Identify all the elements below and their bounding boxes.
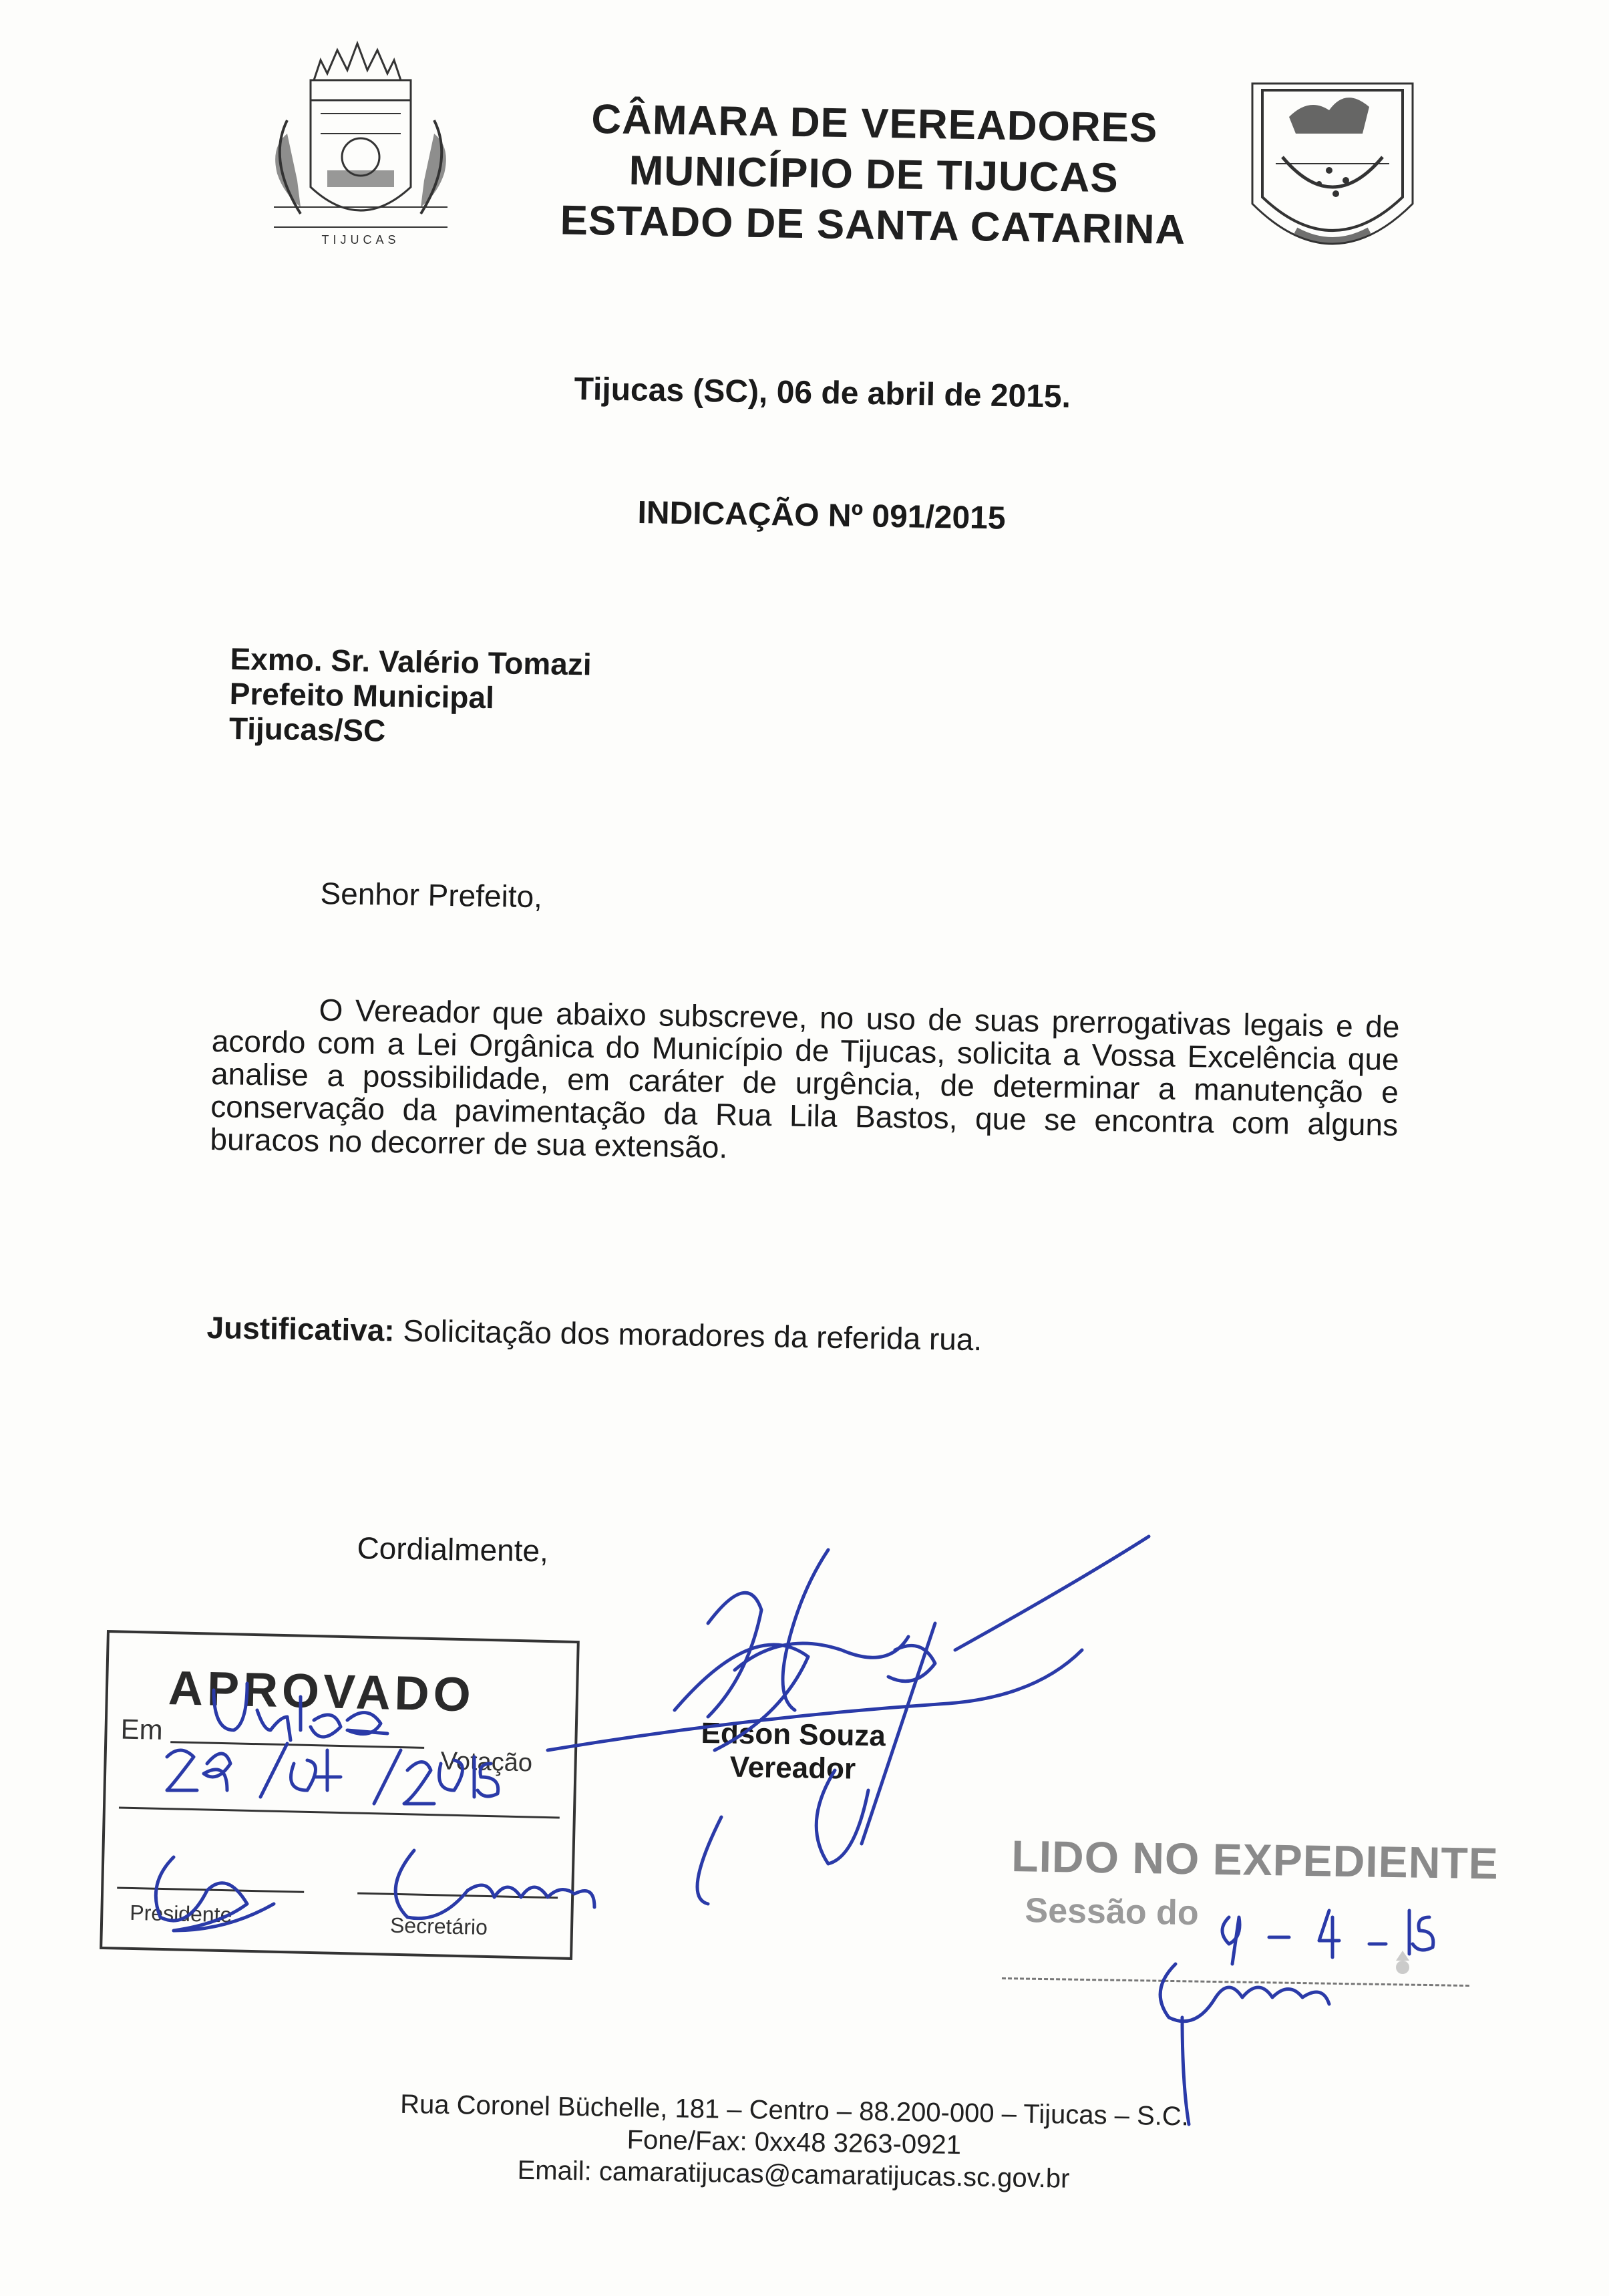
stamp-votacao-label: Votação bbox=[440, 1747, 533, 1778]
handwritten-session-date bbox=[1222, 1911, 1433, 1964]
justification-text: Solicitação dos moradores da referida rua. bbox=[394, 1313, 982, 1357]
signer-role: Vereador bbox=[729, 1750, 856, 1786]
header-line-1: CÂMARA DE VEREADORES bbox=[590, 96, 1158, 152]
header-line-3: ESTADO DE SANTA CATARINA bbox=[560, 197, 1186, 254]
stamp-em-label: Em bbox=[120, 1713, 164, 1746]
stamp-secretario-label: Secretário bbox=[389, 1913, 488, 1940]
letterhead bbox=[545, 94, 1202, 256]
small-emblem-icon bbox=[1396, 1951, 1409, 1974]
greeting: Senhor Prefeito, bbox=[320, 875, 543, 915]
legislative-power-seal-icon bbox=[1236, 63, 1429, 277]
approval-stamp bbox=[100, 1630, 580, 1960]
date-line: Tijucas (SC), 06 de abril de 2015. bbox=[574, 371, 1071, 415]
addressee-role: Prefeito Municipal bbox=[229, 675, 495, 715]
footer bbox=[359, 2088, 1229, 2197]
closing: Cordialmente, bbox=[357, 1530, 549, 1569]
justification bbox=[206, 1309, 982, 1357]
addressee-place: Tijucas/SC bbox=[228, 710, 386, 748]
addressee-name: Exmo. Sr. Valério Tomazi bbox=[230, 641, 592, 682]
municipal-coat-of-arms-icon bbox=[247, 40, 474, 261]
footer-phone: Fone/Fax: 0xx48 3263-0921 bbox=[627, 2125, 962, 2160]
read-stamp-rule bbox=[1002, 1977, 1469, 1987]
addressee-block bbox=[229, 641, 592, 751]
signer-block bbox=[700, 1717, 886, 1786]
footer-email: Email: camaratijucas@camaratijucas.sc.gov.br bbox=[517, 2155, 1070, 2194]
header-line-2: MUNICÍPIO DE TIJUCAS bbox=[629, 147, 1119, 202]
body-paragraph bbox=[210, 992, 1400, 1174]
body-text: O Vereador que abaixo subscreve, no uso de suas prerrogativas legais e de acordo com a Lei Orgânica do Município de Tijucas, solicita a Vossa Excelência que analise a possibilidade, em caráter de urgência, de determinar a manutenção e conservação da pavimentação da Rua Lila Bastos, que se encontra com alguns buracos no decorrer de sua extensão. bbox=[210, 992, 1400, 1165]
stamp-title: APROVADO bbox=[168, 1661, 476, 1722]
justification-label: Justificativa: bbox=[206, 1309, 395, 1348]
stamp-presidente-label: Presidente bbox=[130, 1900, 232, 1927]
footer-address: Rua Coronel Büchelle, 181 – Centro – 88.200-000 – Tijucas – S.C. bbox=[399, 2089, 1190, 2132]
read-stamp-session-label: Sessão do bbox=[1025, 1891, 1200, 1933]
signer-name: Edson Souza bbox=[701, 1717, 886, 1753]
crest-caption: TIJUCAS bbox=[321, 233, 400, 247]
read-stamp-title: LIDO NO EXPEDIENTE bbox=[1011, 1830, 1499, 1889]
document-number: INDICAÇÃO Nº 091/2015 bbox=[637, 494, 1006, 536]
